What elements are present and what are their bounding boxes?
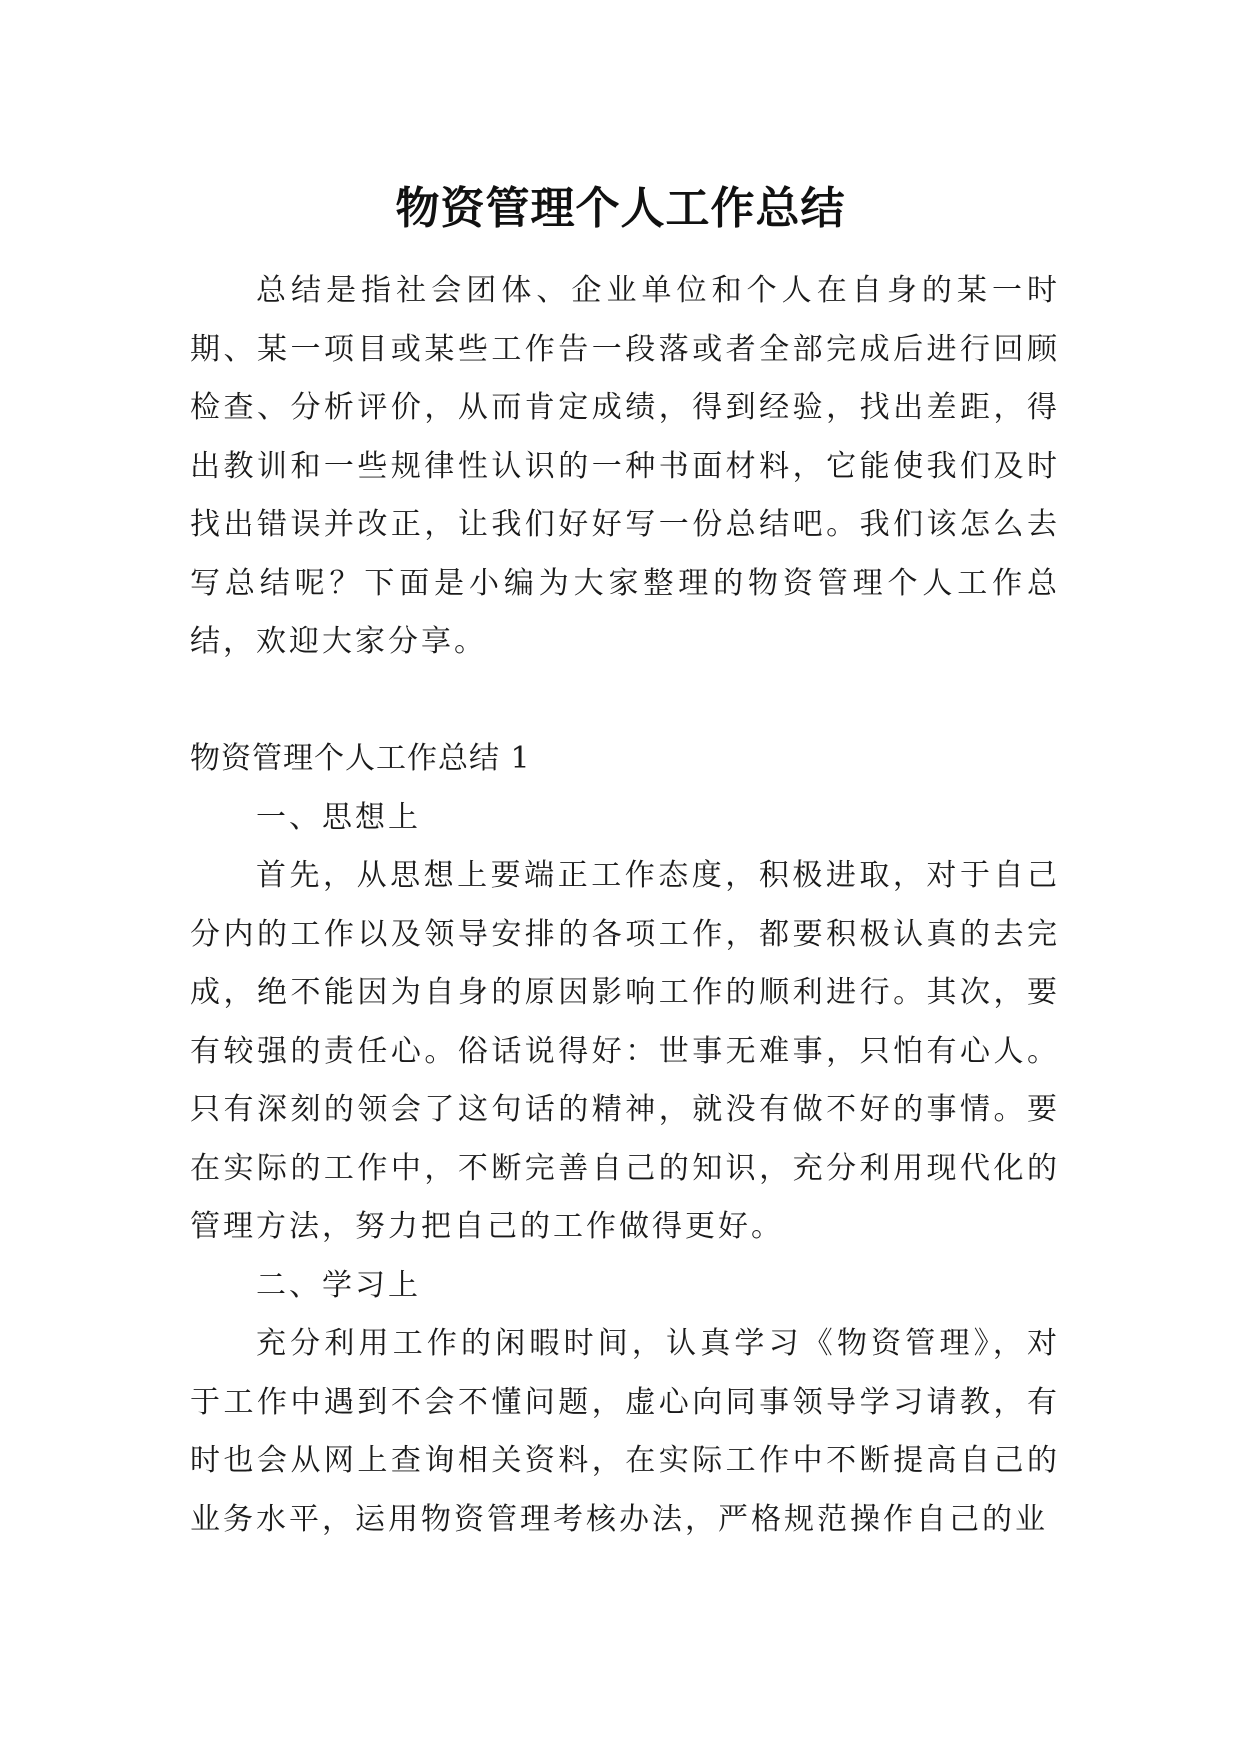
section-heading: 物资管理个人工作总结 1 bbox=[190, 741, 531, 776]
thought-paragraph: 首先，从思想上要端正工作态度，积极进取，对于自己分内的工作以及领导安排的各项工作，都要积极认真的去完成，绝不能因为自身的原因影响工作的顺利进行。其次，要有较强的责任心。俗话说得好：世事无难事，只怕有心人。只有深刻的领会了这句话的精神，就没有做不好的事情。要在实际的工作中，不断完善自己的知识，充分利用现代化的管理方法，努力把自己的工作做得更好。 bbox=[190, 858, 1060, 1244]
document-title: 物资管理个人工作总结 bbox=[395, 183, 846, 235]
paragraph-gap bbox=[190, 672, 1060, 731]
intro-paragraph: 总结是指社会团体、企业单位和个人在自身的某一时期、某一项目或某些工作告一段落或者全部完成后进行回顾检查、分析评价，从而肯定成绩，得到经验，找出差距，得出教训和一些规律性认识的一种书面材料，它能使我们及时找出错误并改正，让我们好好写一份总结吧。我们该怎么去写总结呢？下面是小编为大家整理的物资管理个人工作总结，欢迎大家分享。 bbox=[190, 273, 1060, 659]
document-body bbox=[190, 262, 1060, 1549]
study-paragraph: 充分利用工作的闲暇时间，认真学习《物资管理》，对于工作中遇到不会不懂问题，虚心向同事领导学习请教，有时也会从网上查询相关资料，在实际工作中不断提高自己的业务水平，运用物资管理考核办法，严格规范操作自己的业 bbox=[190, 1326, 1060, 1537]
sub-heading-thought: 一、思想上 bbox=[256, 799, 421, 835]
sub-heading-study: 二、学习上 bbox=[256, 1267, 421, 1303]
